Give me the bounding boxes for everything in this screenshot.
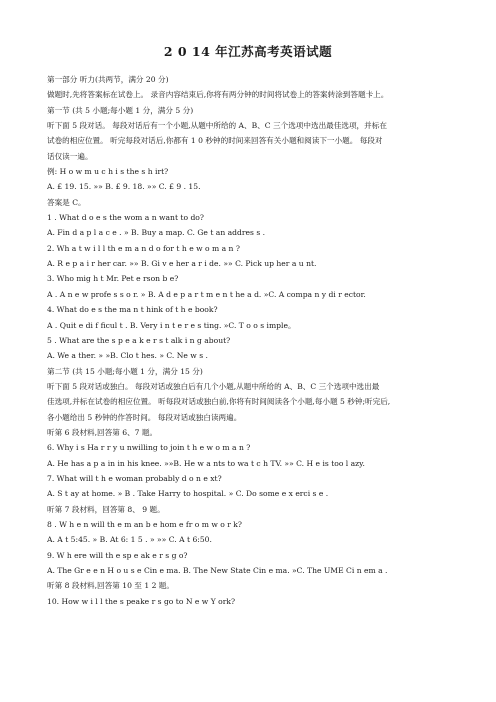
text-line: 做题时,先将答案标在试卷上。 录音内容结束后,你将有两分钟的时间将试卷上的答案转涂到答题卡上。 — [47, 90, 389, 100]
text-line: A. We a ther. » »B. Clo t hes. » C. Ne w s . — [47, 351, 208, 361]
text-line: 3. Who mig h t Mr. Pet e rson b e? — [47, 274, 179, 284]
text-line: 4. What do e s the ma n t hink of t h e book? — [47, 305, 218, 315]
text-line: 例: H o w m u c h i s the s h irt? — [47, 167, 169, 177]
text-line: 6. Why i s Ha r r y u nwilling to join t h e w o m a n ? — [47, 443, 251, 453]
text-line: 8 . W h e n will th e m an b e hom e fr o m w o r k? — [47, 519, 242, 529]
text-line: 1 . What d o e s the wom a n want to do? — [47, 213, 204, 223]
text-line: 话仅读一遍。 — [47, 151, 93, 161]
text-line: 各小题给出 5 秒钟的作答时间。 每段对话或独白读两遍。 — [47, 412, 242, 422]
text-line: A. S t ay at home. » B . Take Harry to hospital. » C. Do some e x erci s e . — [47, 489, 329, 499]
text-line: 9. W h ere will th e sp e ak e r s g o? — [47, 550, 188, 560]
text-line: A. A t 5:45. » B. At 6: 1 5 . » »» C. A t 6:50. — [47, 535, 212, 545]
document-title: 2 0 14 年江苏高考英语试题 — [163, 44, 333, 59]
text-line: A. Fin d a p l a c e . » B. Buy a map. C. Ge t an addres s . — [47, 228, 266, 238]
text-line: 答案是 C。 — [47, 197, 86, 207]
document-body — [47, 72, 457, 609]
text-line: 听下面 5 段对话或独白。 每段对话或独白后有几个小题,从题中所给的 A、B、C 三个选项中选出最 — [47, 381, 380, 391]
text-line: 第一部分 听力(共两节，满分 20 分) — [47, 75, 169, 84]
text-line: 7. What will t h e woman probably d o n e xt? — [47, 473, 222, 483]
text-line: A. The Gr e e n H o u s e Cin e ma. B. The New State Cin e ma. »C. The UME Ci n em a . — [47, 566, 388, 575]
text-line: A . A n e w profe s s o r. » B. A d e p a r t m e n t he a d. »C. A compa n y di r ector. — [47, 289, 366, 299]
text-line: A . Quit e di f ficul t . B. Very i n t e r e s ting. »C. T o o s imple。 — [47, 320, 296, 330]
text-line: 10. How w i l l the s peake r s go to N e w Y ork? — [47, 596, 236, 606]
text-line: 听第 8 段材料,回答第 10 至 1 2 题。 — [47, 581, 174, 591]
text-line: 听第 7 段材料，回答第 8、 9 题。 — [47, 504, 165, 514]
text-line: 佳选项,并标在试卷的相应位置。 听每段对话或独白前,你将有时间阅读各个小题,每小题 5 秒钟;听完后, — [47, 397, 391, 407]
text-line: 听下面 5 段对话。 每段对话后有一个小题,从题中所给的 A、B、C 三个选项中选出最佳选项，并标在 — [47, 121, 387, 131]
text-line: 2. Wh a t w i l l th e m a n d o for t h e w o m a n ? — [47, 243, 240, 253]
text-line: 第一节 (共 5 小题;每小题 1 分，满分 5 分) — [47, 105, 194, 115]
text-line: 第二节 (共 15 小题;每小题 1 分，满分 15 分) — [47, 366, 203, 376]
text-line: A. R e p a i r her car. »» B. Gi v e her a r i de. »» C. Pick up her a u nt. — [47, 259, 317, 269]
text-line: A. £ 19. 15. »» B. £ 9. 18. »» C. £ 9 . 15. — [47, 182, 201, 192]
text-line: A. He has a p a in in his knee. »»B. He w a nts to wa t c h TV. »» C. H e is too l azy. — [47, 458, 365, 468]
text-line: 试卷的相应位置。 听完每段对话后,你都有 1 0 秒钟的时间来回答有关小题和阅读下一小题。 每段对 — [47, 136, 383, 146]
text-line: 听第 6 段材料,回答第 6、7 题。 — [47, 427, 158, 437]
text-line: 5 . What are the s p e a k e r s t alk i n g about? — [47, 335, 231, 345]
